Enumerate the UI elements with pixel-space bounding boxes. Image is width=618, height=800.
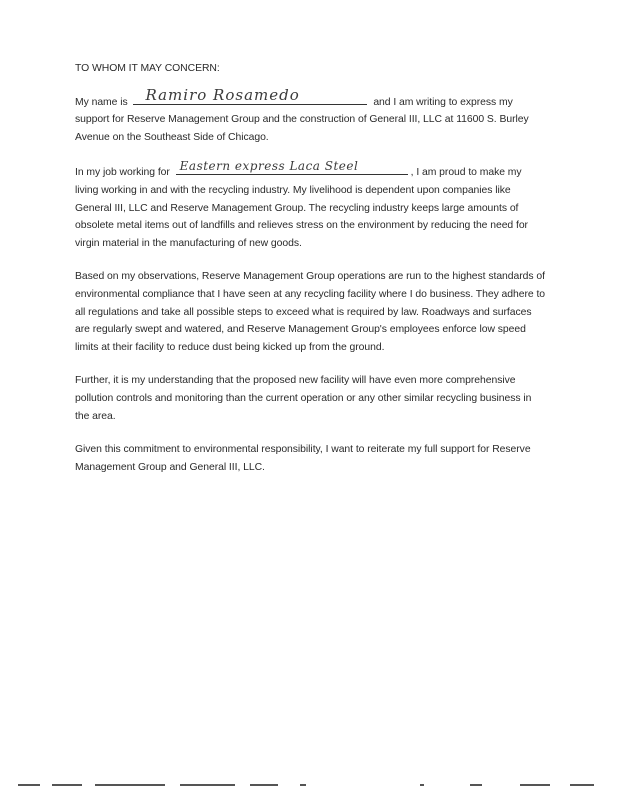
salutation: TO WHOM IT MAY CONCERN: — [75, 63, 220, 74]
paragraph-employment — [75, 158, 545, 252]
paragraph-closing: Given this commitment to environmental responsibility, I want to reiterate my full support for Reserve Management Group and General III, LLC. — [75, 444, 531, 473]
paragraph-introduction — [75, 86, 545, 147]
scan-artifact-line — [0, 784, 618, 787]
letter-body — [75, 60, 545, 492]
name-blank — [133, 86, 367, 105]
handwritten-name: Ramiro Rosamedo — [145, 86, 300, 104]
employment-suffix: , I am proud to make my living working in and with the recycling industry. My livelihood is dependent upon companies like General III, LLC and Reserve Management Group. The recycling industry keeps large amounts of obsolete metal items out of landfills and relieves stress on the environment by reducing the need for virgin material in the manufacturing of new goods. — [75, 167, 528, 249]
employer-blank — [176, 158, 408, 175]
paragraph-new-facility: Further, it is my understanding that the proposed new facility will have even more comprehensive pollution controls and monitoring than the current operation or any other similar recycling business in the area. — [75, 375, 532, 422]
handwritten-employer: Eastern express Laca Steel — [179, 158, 359, 173]
paragraph-observations: Based on my observations, Reserve Management Group operations are run to the highest standards of environmental compliance that I have seen at any recycling facility where I do business. They adhere to all regulations and take all possible steps to exceed what is required by law. Roadways and surfaces are regularly swept and watered, and Reserve Management Group's employees enforce low speed limits at their facility to reduce dust being kicked up from the ground. — [75, 271, 546, 353]
intro-suffix: and I am writing to express my support for Reserve Management Group and the construction of General III, LLC at 11600 S. Burley Avenue on the Southeast Side of Chicago. — [75, 96, 529, 143]
employment-prefix: In my job working for — [75, 167, 170, 179]
intro-prefix: My name is — [75, 96, 128, 108]
